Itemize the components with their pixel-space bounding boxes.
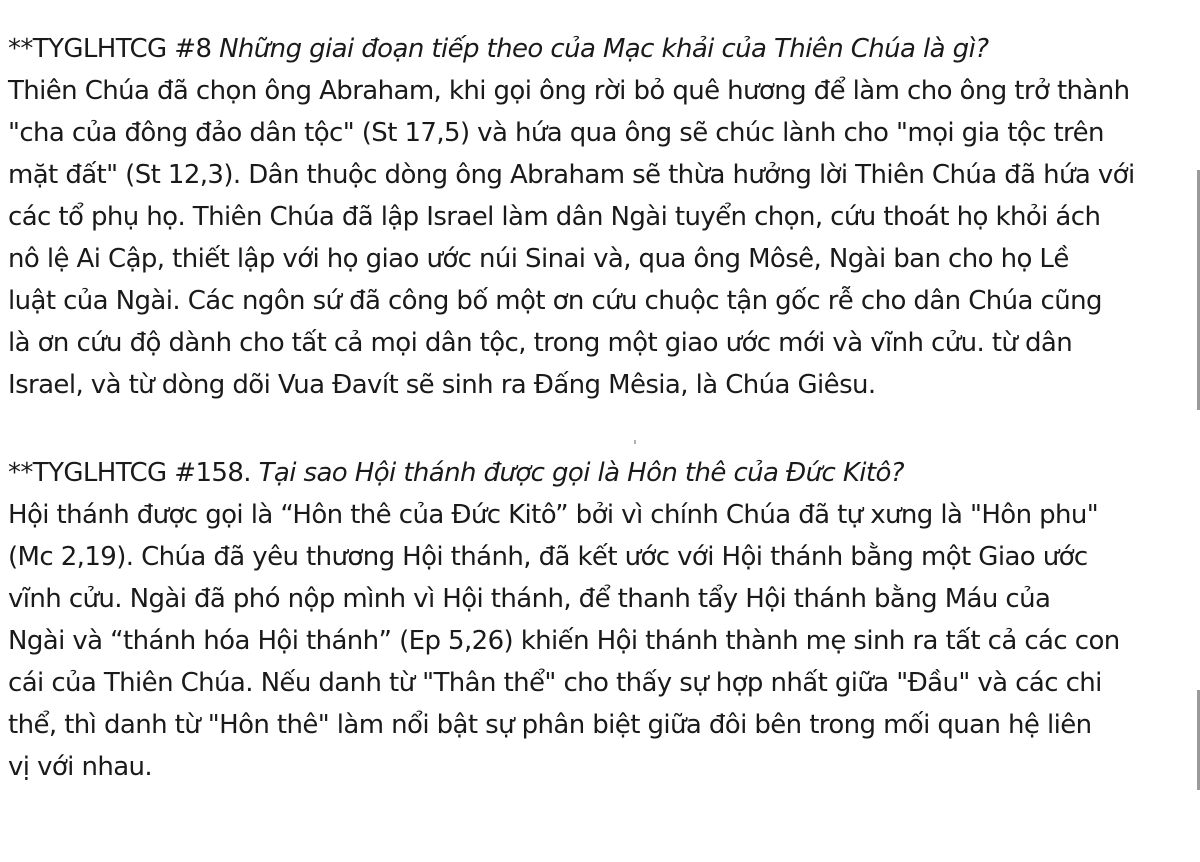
section-code: **TYGLHTCG #8 — [8, 34, 212, 64]
body-line: "cha của đông đảo dân tộc" (St 17,5) và hứa qua ông sẽ chúc lành cho "mọi gia tộc trên — [8, 118, 1104, 148]
body-line: mặt đất" (St 12,3). Dân thuộc dòng ông Abraham sẽ thừa hưởng lời Thiên Chúa đã hứa với — [8, 160, 1135, 190]
body-line: Israel, và từ dòng dõi Vua Đavít sẽ sinh ra Đấng Mêsia, là Chúa Giêsu. — [8, 370, 876, 400]
section-code: **TYGLHTCG #158. — [8, 458, 251, 488]
section-question: Những giai đoạn tiếp theo của Mạc khải của Thiên Chúa là gì? — [219, 34, 989, 64]
body-line: vị với nhau. — [8, 752, 153, 782]
catechism-section-8 — [8, 28, 1194, 406]
scan-speck — [634, 440, 636, 444]
body-line: luật của Ngài. Các ngôn sứ đã công bố một ơn cứu chuộc tận gốc rễ cho dân Chúa cũng — [8, 286, 1102, 316]
section-heading — [8, 452, 1194, 494]
body-line: Ngài và “thánh hóa Hội thánh” (Ep 5,26) khiến Hội thánh thành mẹ sinh ra tất cả các con — [8, 626, 1120, 656]
catechism-section-158 — [8, 452, 1194, 788]
section-heading — [8, 28, 1194, 70]
body-line: nô lệ Ai Cập, thiết lập với họ giao ước núi Sinai và, qua ông Môsê, Ngài ban cho họ Lề — [8, 244, 1069, 274]
body-line: các tổ phụ họ. Thiên Chúa đã lập Israel làm dân Ngài tuyển chọn, cứu thoát họ khỏi ách — [8, 202, 1101, 232]
body-line: vĩnh cửu. Ngài đã phó nộp mình vì Hội thánh, để thanh tẩy Hội thánh bằng Máu của — [8, 584, 1051, 614]
body-line: Hội thánh được gọi là “Hôn thê của Đức Kitô” bởi vì chính Chúa đã tự xưng là "Hôn phu" — [8, 500, 1099, 530]
body-line: Thiên Chúa đã chọn ông Abraham, khi gọi ông rời bỏ quê hương để làm cho ông trở thành — [8, 76, 1130, 106]
body-line: thể, thì danh từ "Hôn thê" làm nổi bật sự phân biệt giữa đôi bên trong mối quan hệ liên — [8, 710, 1092, 740]
section-question: Tại sao Hội thánh được gọi là Hôn thê của Đức Kitô? — [258, 458, 904, 488]
body-line: là ơn cứu độ dành cho tất cả mọi dân tộc, trong một giao ước mới và vĩnh cửu. từ dân — [8, 328, 1073, 358]
body-line: (Mc 2,19). Chúa đã yêu thương Hội thánh, đã kết ước với Hội thánh bằng một Giao ước — [8, 542, 1088, 572]
body-line: cái của Thiên Chúa. Nếu danh từ "Thân thể" cho thấy sự hợp nhất giữa "Đầu" và các chi — [8, 668, 1102, 698]
